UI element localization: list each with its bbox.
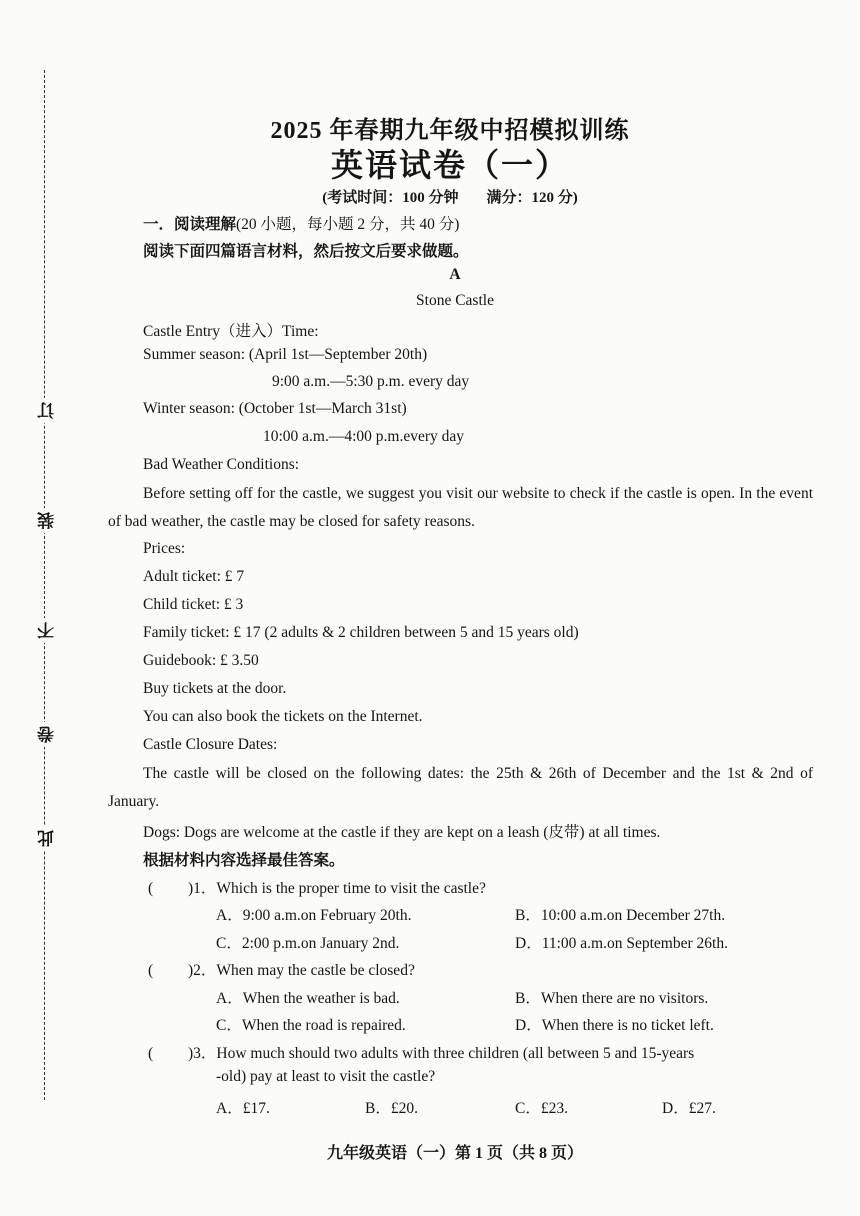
exam-meta (0, 186, 860, 207)
section-instruction: 阅读下面四篇语言材料，然后按文后要求做题。 (143, 243, 469, 260)
question-instruction: 根据材料内容选择最佳答案。 (143, 852, 345, 869)
binding-char: 订 (35, 398, 55, 423)
weather-paragraph: Before setting off for the castle, we suggest you visit our website to check if the castle is open. In the event of bad weather, the castle may be closed for safety reasons. (108, 485, 813, 530)
option-a: A．When the weather is bad. (216, 990, 400, 1007)
question-number: )2． (188, 962, 217, 979)
exam-subtitle: 英语试卷（一） (330, 147, 569, 183)
buy-online: You can also book the tickets on the Internet. (143, 708, 423, 725)
option-b: B．10:00 a.m.on December 27th. (515, 907, 726, 924)
option-d: D．11:00 a.m.on September 26th. (515, 935, 728, 952)
binding-margin (38, 70, 66, 1100)
exam-time: (考试时间：100 分钟 (322, 190, 459, 206)
question-number: )1． (188, 880, 217, 897)
weather-label: Bad Weather Conditions: (143, 456, 300, 473)
winter-hours: 10:00 a.m.—4:00 p.m.every day (263, 428, 465, 445)
answer-blank[interactable]: ( (148, 880, 154, 897)
entry-label: Castle Entry（进入）Time: (143, 323, 319, 340)
family-price: Family ticket: £ 17 (2 adults & 2 children between 5 and 15 years old) (143, 624, 579, 641)
option-a: A．9:00 a.m.on February 20th. (216, 907, 412, 924)
option-c: C．£23. (515, 1100, 568, 1117)
question-number: )3． (188, 1045, 217, 1062)
guidebook-price: Guidebook: £ 3.50 (143, 652, 259, 669)
section-note: (20 小题，每小题 2 分，共 40 分) (236, 216, 460, 233)
binding-char: 此 (35, 826, 55, 851)
binding-char: 装 (35, 508, 55, 533)
option-d: D．£27. (662, 1100, 716, 1117)
exam-title: 2025 年春期九年级中招模拟训练 (270, 118, 630, 144)
option-a: A．£17. (216, 1100, 270, 1117)
section-heading (143, 212, 459, 234)
summer-season: Summer season: (April 1st—September 20th) (143, 346, 428, 363)
option-c: C．When the road is repaired. (216, 1017, 406, 1034)
closure-paragraph: The castle will be closed on the following dates: the 25th & 26th of December and the 1st & 2nd of January. (108, 765, 813, 810)
closure-label: Castle Closure Dates: (143, 736, 278, 753)
passage-title: Stone Castle (416, 292, 494, 309)
question-text-continued: -old) pay at least to visit the castle? (216, 1068, 436, 1085)
adult-price: Adult ticket: £ 7 (143, 568, 245, 585)
dogs-rule: Dogs: Dogs are welcome at the castle if they are kept on a leash (皮带) at all times. (143, 824, 661, 841)
binding-char: 卷 (35, 722, 55, 747)
question-3 (148, 1041, 694, 1063)
prices-label: Prices: (143, 540, 186, 557)
page-footer: 九年级英语（一）第 1 页（共 8 页） (326, 1145, 583, 1162)
option-d: D．When there is no ticket left. (515, 1017, 714, 1034)
question-text: How much should two adults with three children (all between 5 and 15-years (216, 1045, 695, 1062)
winter-season: Winter season: (October 1st—March 31st) (143, 400, 407, 417)
child-price: Child ticket: £ 3 (143, 596, 244, 613)
section-title: 一．阅读理解 (143, 216, 237, 233)
binding-char: 不 (35, 618, 55, 643)
dashed-cut-line (44, 70, 45, 1100)
question-1 (148, 876, 486, 898)
option-b: B．£20. (365, 1100, 418, 1117)
buy-door: Buy tickets at the door. (143, 680, 287, 697)
summer-hours: 9:00 a.m.—5:30 p.m. every day (272, 373, 470, 390)
question-text: When may the castle be closed? (216, 962, 415, 979)
question-text: Which is the proper time to visit the castle? (216, 880, 486, 897)
passage-letter: A (449, 266, 461, 283)
option-c: C．2:00 p.m.on January 2nd. (216, 935, 400, 952)
answer-blank[interactable]: ( (148, 962, 154, 979)
option-b: B．When there are no visitors. (515, 990, 709, 1007)
question-2 (148, 958, 415, 980)
answer-blank[interactable]: ( (148, 1045, 154, 1062)
exam-score: 满分：120 分) (486, 190, 578, 206)
